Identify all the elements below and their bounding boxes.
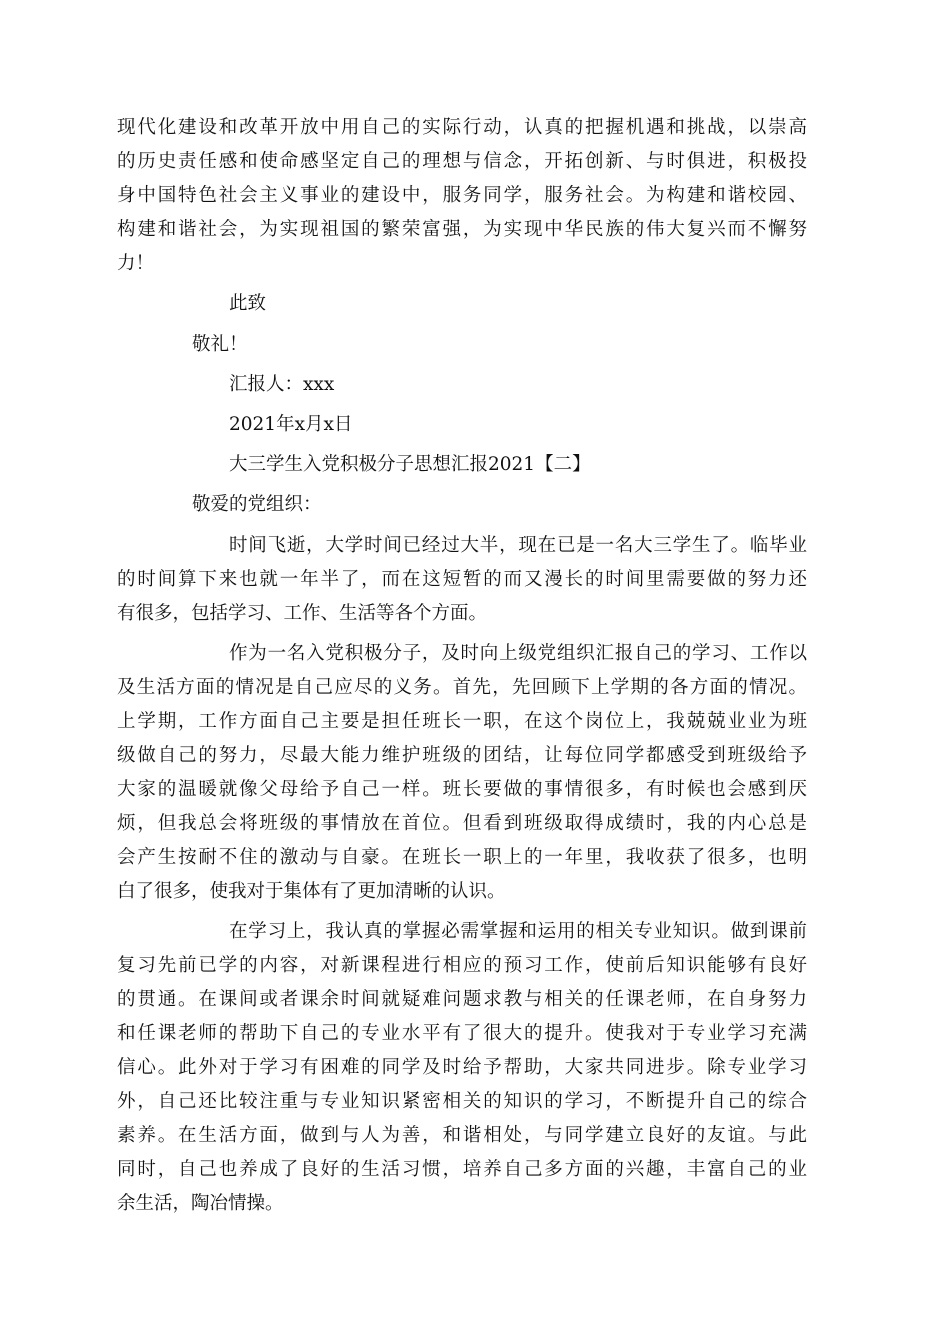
section-title: 大三学生入党积极分子思想汇报2021【二】 bbox=[229, 454, 591, 475]
para3-line-1: 作为一名入党积极分子，及时向上级党组织汇报自己的学习、工作以 bbox=[229, 643, 807, 664]
para1-line-4: 构建和谐社会，为实现祖国的繁荣富强，为实现中华民族的伟大复兴而不懈努 bbox=[117, 219, 807, 240]
para4-line-4: 和任课老师的帮助下自己的专业水平有了很大的提升。使我对于专业学习充满 bbox=[117, 1023, 807, 1044]
para2-line-3: 有很多，包括学习、工作、生活等各个方面。 bbox=[117, 603, 488, 624]
para4-line-8: 同时，自己也养成了良好的生活习惯，培养自己多方面的兴趣，丰富自己的业 bbox=[117, 1159, 807, 1180]
reporter-text: 汇报人：xxx bbox=[229, 374, 335, 395]
para3-line-6: 烦，但我总会将班级的事情放在首位。但看到班级取得成绩时，我的内心总是 bbox=[117, 813, 807, 834]
para1-line-1: 现代化建设和改革开放中用自己的实际行动，认真的把握机遇和挑战，以崇高 bbox=[117, 117, 807, 138]
para4-line-5: 信心。此外对于学习有困难的同学及时给予帮助，大家共同进步。除专业学习 bbox=[117, 1057, 807, 1078]
para1-line-2: 的历史责任感和使命感坚定自己的理想与信念，开拓创新、与时俱进，积极投 bbox=[117, 151, 807, 172]
para2-line-1: 时间飞逝，大学时间已经过大半，现在已是一名大三学生了。临毕业 bbox=[229, 535, 807, 556]
para4-line-1: 在学习上，我认真的掌握必需掌握和运用的相关专业知识。做到课前 bbox=[229, 921, 807, 942]
greeting-text: 敬爱的党组织： bbox=[192, 494, 322, 515]
para1-line-5: 力！ bbox=[117, 253, 155, 274]
para3-line-2: 及生活方面的情况是自己应尽的义务。首先，先回顾下上学期的各方面的情况。 bbox=[117, 677, 807, 698]
para3-line-3: 上学期，工作方面自己主要是担任班长一职，在这个岗位上，我兢兢业业为班 bbox=[117, 711, 807, 732]
para4-line-7: 素养。在生活方面，做到与人为善，和谐相处，与同学建立良好的友谊。与此 bbox=[117, 1125, 807, 1146]
para3-line-7: 会产生按耐不住的激动与自豪。在班长一职上的一年里，我收获了很多，也明 bbox=[117, 847, 807, 868]
para3-line-8: 白了很多，使我对于集体有了更加清晰的认识。 bbox=[117, 881, 506, 902]
para4-line-6: 外，自己还比较注重与专业知识紧密相关的知识的学习，不断提升自己的综合 bbox=[117, 1091, 807, 1112]
para3-line-5: 大家的温暖就像父母给予自己一样。班长要做的事情很多，有时候也会感到厌 bbox=[117, 779, 807, 800]
closing-text: 此致 bbox=[229, 293, 267, 314]
para4-line-3: 的贯通。在课间或者课余时间就疑难问题求教与相关的任课老师，在自身努力 bbox=[117, 989, 807, 1010]
para4-line-2: 复习先前已学的内容，对新课程进行相应的预习工作，使前后知识能够有良好 bbox=[117, 955, 807, 976]
para1-line-3: 身中国特色社会主义事业的建设中，服务同学，服务社会。为构建和谐校园、 bbox=[117, 185, 807, 206]
salute-text: 敬礼！ bbox=[192, 334, 248, 355]
para3-line-4: 级做自己的努力，尽最大能力维护班级的团结，让每位同学都感受到班级给予 bbox=[117, 745, 807, 766]
para4-line-9: 余生活，陶冶情操。 bbox=[117, 1193, 284, 1214]
date-text: 2021年x月x日 bbox=[229, 414, 353, 435]
para2-line-2: 的时间算下来也就一年半了，而在这短暂的而又漫长的时间里需要做的努力还 bbox=[117, 569, 807, 590]
